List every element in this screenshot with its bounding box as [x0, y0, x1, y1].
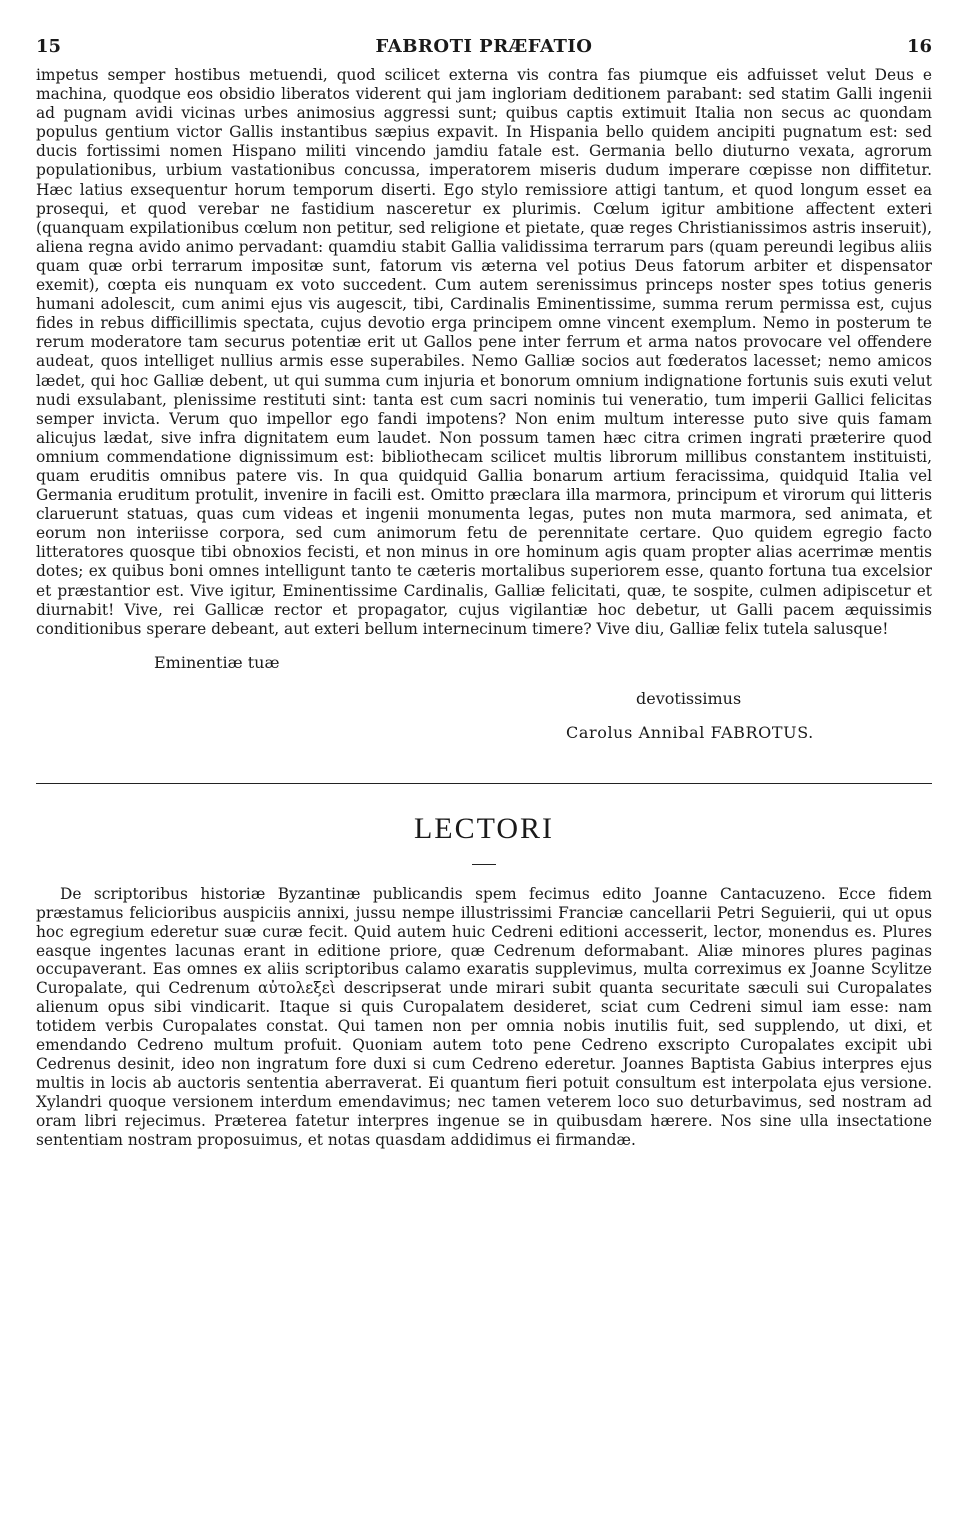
valediction: devotissimus [636, 688, 742, 708]
running-title: FABROTI PRÆFATIO [375, 36, 593, 57]
praefatio-text: impetus semper hostibus metuendi, quod scilicet externa vis contra fas piumque eis adfuisset velut Deus e machina, quodque eos obsidio liberatos viderent qui jam ingloriam deditionem parabant: sed statim Galli ingenii ad pugnam avidi vicinas urbes animosius aggressi sunt; quibus captis extimuit Italia non secus ac quondam populus gentium victor Gallis instantibus sæpius expavit. In Hispania bello quidem ancipiti pugnatum est: sed ducis fortissimi nomen Hispano militi vincendo jamdiu fatale est. Germania bello diuturno vexata, agrorum populationibus, urbium vastationibus concussa, imperatorem miseris dudum imperare cœpisse non diffitetur. Hæc latius exsequentur horum temporum diserti. Ego stylo remissiore attigi tantum, et quod longum esset ea prosequi, et quod verebar ne fastidium nasceretur ex plurimis. Cœlum igitur ambitione affectent exteri (quanquam expilationibus cœlum non petitur, sed religione et pietate, quæ reges Christianissimos astris inseruit), aliena regna avido animo pervadant: quamdiu stabit Gallia validissima terrarum pars (quam pereundi legibus aliis quam quæ orbi terrarum impositæ sunt, fatorum vis æterna vel potius Deus fatorum arbiter et dispensator exemit), cœpta eis nunquam ex voto succedent. Cum autem serenissimus princeps noster spes totius generis humani adolescit, cum animi ejus vis augescit, tibi, Cardinalis Eminentissime, summa rerum permissa est, cujus fides in rebus difficillimis spectata, cujus devotio erga principem omne vincent exemplum. Nemo in posterum te rerum moderatore tam securus potentiæ erit ut Gallos pene inter ferrum et arma natos provocare vel offendere audeat, quos intelliget nullius armis esse superabiles. Nemo Galliæ socios aut fœderatos lacesset; nemo amicos lædet, qui hoc Galliæ debent, ut qui summa cum injuria et bonorum omnium indignatione fortunis suis exuti velut nudi exsulabant, plenissime restituti sint: tanta est cum sacri nominis tui veneratio, tum imperii Gallici felicitas semper invicta. Verum quo impellor ego fandi impotens? Non enim multum interesse puto sive quis famam alicujus lædat, sive infra dignitatem eum laudet. Non possum tamen hæc citra crimen ingrati præterire quod omnium commendatione dignissimum est: bibliothecam scilicet multis librorum millibus constantem instituisti, quam eruditis omnibus patere vis. In qua quidquid Gallia bonarum artium feracissima, quidquid Italia vel Germania eruditum protulit, invenire in facili est. Omitto præclara illa marmora, principum et virorum qui litteris claruerunt statuas, quas cum videas et ingenii monumenta legas, putes non muta marmora, sed animata, et eorum non interiisse corpora, sed cum animorum fetu de perennitate certare. Quo quidem egregio facto litteratores quosque tibi obnoxios fecisti, et non minus in ore hominum agis quam propter alias acerrimæ mentis dotes; ex quibus boni omnes intelligunt tanto te cæteris mortalibus superiorem esse, quanto fortuna tua excelsior et præstantior est. Vive igitur, Eminentissime Cardinalis, Galliæ felicitati, quæ, te sospite, culmen adipiscetur et diurnabit! Vive, rei Gallicæ rector et propagator, cujus vigilantiæ hoc debetur, ut Galli pacem æquissimis conditionibus sperare debeant, aut exteri bellum internecinum timere? Vive diu, Galliæ felix tutela salusque! [36, 66, 932, 638]
page-number-right: 16 [906, 36, 932, 57]
salutation: Eminentiæ tuæ [154, 652, 280, 672]
section-title: LECTORI [413, 811, 555, 845]
page [36, 28, 932, 1150]
signature: Carolus Annibal FABROTUS. [566, 722, 814, 742]
title-dash [472, 864, 496, 865]
page-number-left: 15 [36, 36, 62, 57]
running-header [36, 28, 932, 56]
section-divider [36, 783, 932, 784]
closing-block [36, 653, 932, 763]
lectori-text: De scriptoribus historiæ Byzantinæ publicandis spem fecimus edito Joanne Cantacuzeno. Ecce fidem præstamus felicioribus auspiciis annixi, jussu nempe illustrissimi Franciæ cancellarii Petri Seguierii, qui ut opus hoc egregium ederetur suæ curæ fecit. Quid autem huic Cedreni editioni accesserit, lector, monendus es. Plures easque ingentes lacunas erant in editione priore, quæ Cedrenum deformabant. Aliæ minores plures paginas occupaverant. Eas omnes ex aliis scriptoribus calamo exaratis supplevimus, multa correximus ex Joanne Scylitze Curopalate, qui Cedrenum αὐτολεξεὶ descripserat unde mirari subit quanta securitate sæculi sui Curopalates alienum opus sibi vindicarit. Itaque si quis Curopalatem desideret, sciat cum Cedreni simul iam esse: nam totidem verbis Curopalates constat. Qui tamen non per omnia nobis inutilis fuit, sed supplendo, ut dixi, et emendando Cedreno multum profuit. Quoniam autem toto pene Cedreno exscripto Curopalates excipit ubi Cedrenus desinit, ideo non ingratum fore duxi si cum Cedreno ederetur. Joannes Baptista Gabius interpres ejus multis in locis ab auctoris sententia aberraverat. Ei quantum fieri potuit consultum est interpolata ejus versione. Xylandri quoque versionem interdum emendavimus; nec tamen veterem loco suo deturbavimus, sed nostram ad oram libri rejecimus. Præterea fatetur interpres ingenue se in quibusdam hærere. Nos sine ulla insectatione sententiam nostram proposuimus, et notas quasdam addidimus ei firmandæ. [36, 884, 932, 1149]
